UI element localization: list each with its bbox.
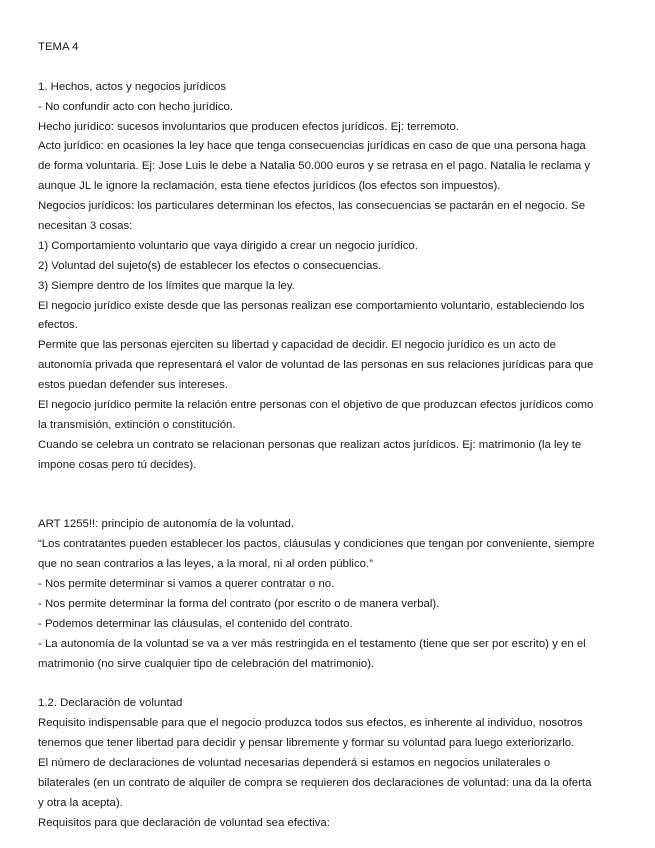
paragraph-line: autonomía privada que representará el valor de voluntad de las personas en sus relaciones jurídicas para que xyxy=(38,359,594,372)
list-item: 1) Comportamiento voluntario que vaya dirigido a crear un negocio jurídico. xyxy=(38,239,418,252)
paragraph-line: Requisitos para que declaración de voluntad sea efectiva: xyxy=(38,816,330,829)
paragraph-line: Requisito indispensable para que el negocio produzca todos sus efectos, es inherente al individuo, nosotros xyxy=(38,717,583,730)
paragraph-line: aunque JL le ignore la reclamación, esta tiene efectos jurídicos (los efectos son impuestos). xyxy=(38,180,501,193)
paragraph-line: El negocio jurídico permite la relación entre personas con el objetivo de que produzcan efectos jurídicos como xyxy=(38,399,594,412)
paragraph-line: efectos. xyxy=(38,319,78,332)
paragraph-line: bilaterales (en un contrato de alquiler de compra se requieren dos declaraciones de voluntad: una da la oferta xyxy=(38,776,592,789)
article-1255-heading: ART 1255!!: principio de autonomía de la voluntad. xyxy=(38,518,295,531)
spacer xyxy=(38,476,618,496)
spacer xyxy=(38,495,618,515)
paragraph-line: impone cosas pero tú decides). xyxy=(38,458,197,471)
quote-line: “Los contratantes pueden establecer los pactos, cláusulas y condiciones que tengan por conveniente, siempre xyxy=(38,538,595,551)
quote-line: que no sean contrarios a las leyes, a la moral, ni al orden público.” xyxy=(38,558,373,571)
section-1-2-heading: 1.2. Declaración de voluntad xyxy=(38,697,183,710)
paragraph-line: Hecho jurídico: sucesos involuntarios que producen efectos jurídicos. Ej: terremoto. xyxy=(38,120,460,133)
paragraph-line: estos puedan defender sus intereses. xyxy=(38,379,228,392)
list-item: 2) Voluntad del sujeto(s) de establecer los efectos o consecuencias. xyxy=(38,259,382,272)
list-item: 3) Siempre dentro de los límites que marque la ley. xyxy=(38,279,295,292)
paragraph-line: Negocios jurídicos: los particulares determinan los efectos, las consecuencias se pactarán en el negocio. Se xyxy=(38,200,586,213)
paragraph-line: - No confundir acto con hecho jurídico. xyxy=(38,100,234,113)
paragraph-line: Cuando se celebra un contrato se relacionan personas que realizan actos jurídicos. Ej: matrimonio (la ley te xyxy=(38,438,582,451)
list-item: - Nos permite determinar si vamos a querer contratar o no. xyxy=(38,578,335,591)
paragraph-line: Acto jurídico: en ocasiones la ley hace que tenga consecuencias jurídicas en caso de que una persona haga xyxy=(38,140,586,153)
document-page xyxy=(38,38,618,834)
section-1-heading: 1. Hechos, actos y negocios jurídicos xyxy=(38,80,227,93)
paragraph-line: El negocio jurídico existe desde que las personas realizan ese comportamiento voluntario, estableciendo los xyxy=(38,299,585,312)
paragraph-line: y otra la acepta). xyxy=(38,796,123,809)
document-title: TEMA 4 xyxy=(38,41,79,53)
paragraph-line: tenemos que tener libertad para decidir y pensar libremente y formar su voluntad para luego exteriorizarlo. xyxy=(38,737,575,750)
list-item: - Nos permite determinar la forma del contrato (por escrito o de manera verbal). xyxy=(38,597,440,610)
list-item: - La autonomía de la voluntad se va a ver más restringida en el testamento (tiene que ser por escrito) y en el xyxy=(38,637,586,650)
spacer xyxy=(38,58,618,78)
paragraph-line: la transmisión, extinción o constitución. xyxy=(38,418,236,431)
paragraph-line: Permite que las personas ejerciten su libertad y capacidad de decidir. El negocio jurídico es un acto de xyxy=(38,339,556,352)
paragraph-line: necesitan 3 cosas: xyxy=(38,220,133,233)
spacer xyxy=(38,675,618,695)
list-item: matrimonio (no sirve cualquier tipo de celebración del matrimonio). xyxy=(38,657,375,670)
paragraph-line: El número de declaraciones de voluntad necesarias dependerá si estamos en negocios unilaterales o xyxy=(38,757,551,770)
paragraph-line: de forma voluntaria. Ej: Jose Luis le debe a Natalia 50.000 euros y se retrasa en el pago. Natalia le reclama y xyxy=(38,160,591,173)
list-item: - Podemos determinar las cláusulas, el contenido del contrato. xyxy=(38,617,353,630)
